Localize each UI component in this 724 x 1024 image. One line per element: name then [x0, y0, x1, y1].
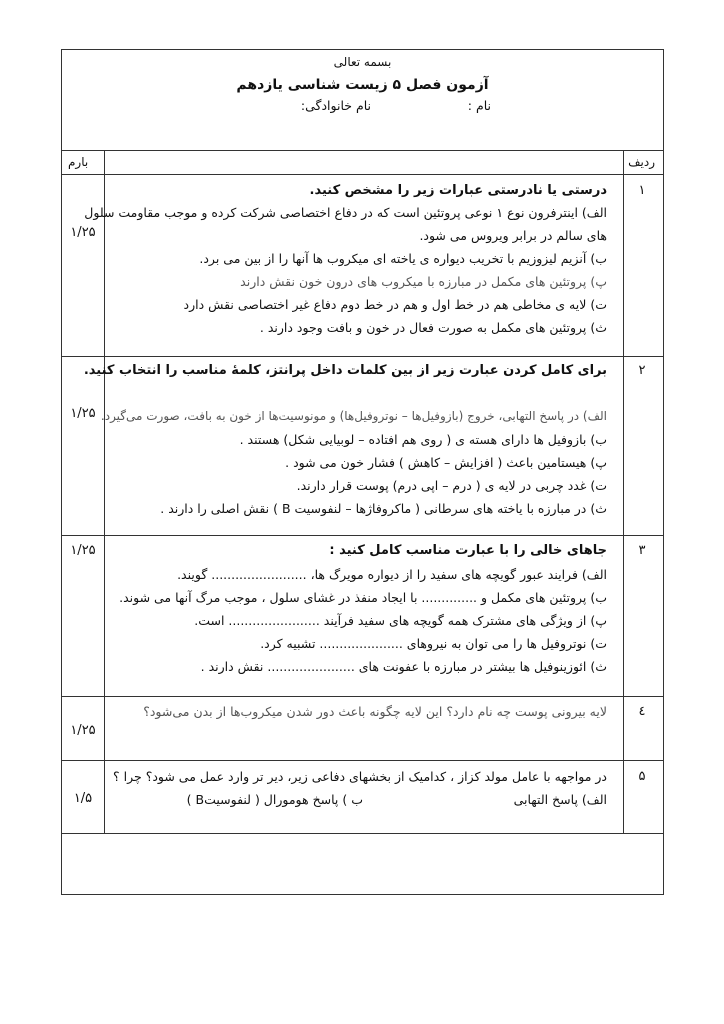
question-line: ت) غدد چربی در لایه ی ( درم – اپی درم) پوست قرار دارند.	[296, 478, 607, 493]
question-title: برای کامل کردن عبارت زیر از بین کلمات داخل پرانتز، کلمهٔ مناسب را انتخاب کنید.	[83, 363, 607, 378]
divider-q3	[62, 696, 663, 697]
exam-sheet	[61, 49, 664, 895]
question-score: ۱/۲۵	[70, 225, 96, 240]
question-score: ۱/۲۵	[70, 406, 96, 421]
question-line: ث) در مبارزه با یاخته های سرطانی ( ماکروفاژها – لنفوسیت B ) نقش اصلی را دارند .	[160, 501, 607, 516]
question-number: ٤	[638, 704, 646, 719]
divider-column-header	[62, 174, 663, 175]
question-line: های سالم در برابر ویروس می شود.	[419, 228, 607, 243]
question-line: در مواجهه با عامل مولد کزاز ، کدامیک از بخشهای دفاعی زیر، دیر تر وارد عمل می شود؟ چرا ؟	[113, 769, 607, 784]
question-option: الف) پاسخ التهابی	[513, 792, 607, 807]
basmala: بسمه تعالی	[333, 55, 392, 69]
column-divider-right	[623, 150, 624, 833]
divider-q2	[62, 535, 663, 536]
question-line: ث) پروتئین های مکمل به صورت فعال در خون و بافت وجود دارند .	[259, 320, 607, 335]
question-line: ت) نوتروفیل ها را می توان به نیروهای ..................... تشبیه کرد.	[260, 636, 607, 651]
question-line: پ) پروتئین های مکمل در مبارزه با میکروب های درون خون نقش دارند	[240, 274, 607, 289]
exam-title: آزمون فصل ۵ زیست شناسی یازدهم	[236, 77, 489, 93]
question-number: ۲	[638, 363, 646, 378]
divider-q4	[62, 760, 663, 761]
column-header-row: ردیف	[628, 155, 655, 169]
question-line: ب) آنزیم لیزوزیم با تخریب دیواره ی یاخته ای میکروب ها آنها را از بین می برد.	[199, 251, 607, 266]
question-score: ۱/۲۵	[70, 543, 96, 558]
question-number: ۳	[638, 543, 646, 558]
question-line: ب) پروتئین های مکمل و .............. با ایجاد منفذ در غشای سلول ، موجب مرگ آنها می شوند.	[119, 590, 607, 605]
question-line: ت) لایه ی مخاطی هم در خط اول و هم در خط دوم دفاع غیر اختصاصی نقش دارد	[183, 297, 607, 312]
question-line: پ) از ویژگی های مشترک همه گویچه های سفید فرآیند ....................... است.	[194, 613, 607, 628]
divider-q1	[62, 356, 663, 357]
name-label: نام :	[467, 98, 491, 113]
column-divider-left	[104, 150, 105, 833]
question-option: ب ) پاسخ هومورال ( لنفوسیتB )	[186, 792, 363, 807]
question-title: درستی یا نادرستی عبارات زیر را مشخص کنید.	[309, 183, 607, 198]
question-line: الف) اینترفرون نوع ۱ نوعی پروتئین است که در دفاع اختصاصی شرکت کرده و موجب مقاومت سلول	[84, 205, 607, 220]
question-line: لایه بیرونی پوست چه نام دارد؟ این لایه چگونه باعث دور شدن میکروب‌ها از بدن می‌شود؟	[143, 704, 607, 719]
question-line: الف) فرایند عبور گویچه های سفید را از دیواره مویرگ ها، ........................ گویند.	[177, 567, 607, 582]
family-label: نام خانوادگی:	[300, 98, 371, 113]
question-score: ۱/۵	[73, 791, 93, 806]
question-line: پ) هیستامین باعث ( افزایش – کاهش ) فشار خون می شود .	[285, 455, 607, 470]
question-number: ۵	[638, 769, 646, 784]
question-line: الف) در پاسخ التهابی، خروج (بازوفیل‌ها – نوتروفیل‌ها) و مونوسیت‌ها از خون به بافت، صورت می‌گیرد.	[100, 409, 607, 423]
question-number: ۱	[638, 183, 646, 198]
question-title: جاهای خالی را با عبارت مناسب کامل کنید :	[329, 543, 607, 558]
divider-header	[62, 150, 663, 151]
column-header-score: بارم	[68, 155, 89, 169]
question-line: ب) بازوفیل ها دارای هسته ی ( روی هم افتاده – لوبیایی شکل) هستند .	[239, 432, 607, 447]
question-line: ث) ائوزینوفیل ها بیشتر در مبارزه با عفونت های ...................... نقش دارند .	[200, 659, 607, 674]
divider-q5	[62, 833, 663, 834]
question-score: ۱/۲۵	[70, 723, 96, 738]
